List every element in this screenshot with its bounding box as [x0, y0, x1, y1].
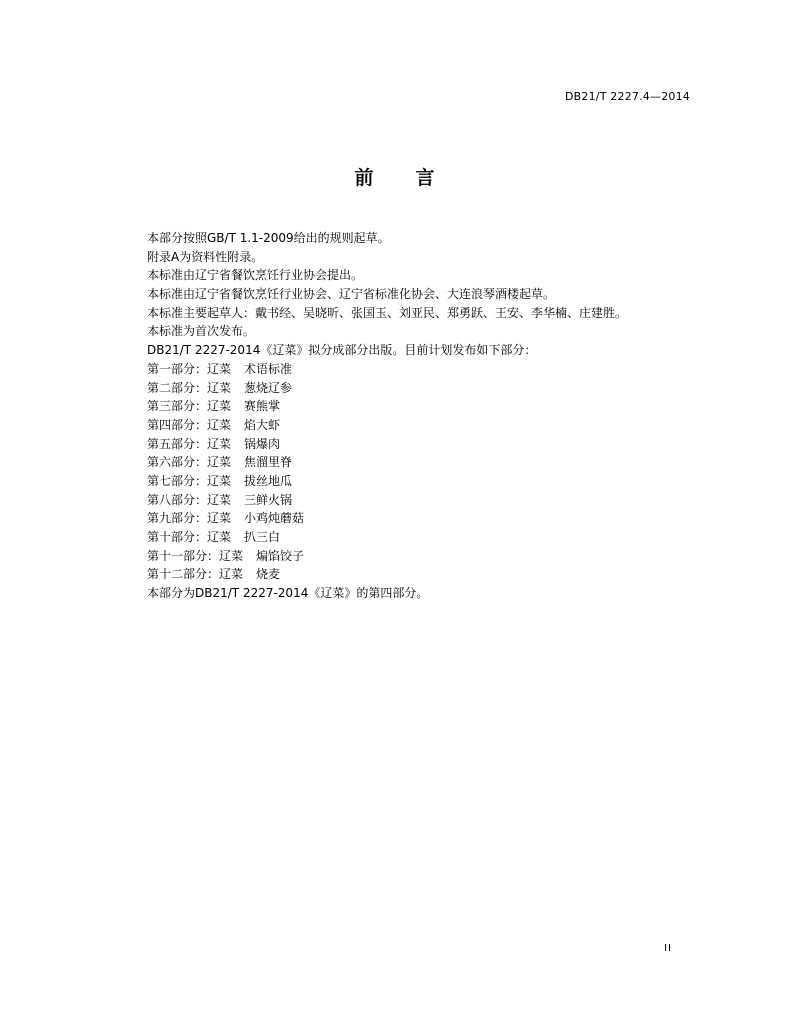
list-item: 第五部分：辽菜 锅爆肉 [147, 436, 281, 451]
list-item: 第六部分：辽菜 焦溜里脊 [147, 455, 293, 470]
title-char-left: 前 [354, 167, 376, 189]
page-number: II [664, 943, 672, 954]
list-item: 第十部分：辽菜 扒三白 [147, 530, 281, 544]
page-title [0, 163, 791, 190]
paragraph-drafters: 本标准主要起草人：戴书经、吴晓昕、张国玉、刘亚民、郑勇跃、王安、李华楠、庄建胜。 [147, 305, 628, 320]
paragraph-parts-intro: DB21/T 2227-2014《辽菜》拟分成部分出版。目前计划发布如下部分： [147, 343, 537, 358]
list-item: 第三部分：辽菜 赛熊掌 [147, 399, 281, 414]
list-item: 第九部分：辽菜 小鸡炖蘑菇 [147, 511, 305, 526]
paragraph-drafting-units: 本标准由辽宁省餐饮烹饪行业协会、辽宁省标准化协会、大连浪琴酒楼起草。 [147, 287, 556, 302]
list-item: 第十二部分：辽菜 烧麦 [147, 567, 281, 582]
title-char-right: 言 [415, 167, 437, 189]
list-item: 第八部分：辽菜 三鲜火锅 [147, 492, 293, 507]
list-item: 第二部分：辽菜 葱烧辽参 [147, 380, 293, 395]
paragraph-proposer: 本标准由辽宁省餐饮烹饪行业协会提出。 [147, 268, 364, 283]
list-item: 第四部分：辽菜 焰大虾 [147, 417, 281, 432]
paragraph-drafting-rules: 本部分按照GB/T 1.1-2009给出的规则起草。 [147, 231, 390, 245]
paragraph-appendix: 附录A为资料性附录。 [147, 249, 264, 264]
paragraph-first-release: 本标准为首次发布。 [147, 324, 256, 339]
list-item: 第一部分：辽菜 术语标准 [147, 361, 293, 376]
foreword-body [147, 229, 707, 603]
list-item: 第十一部分：辽菜 煸馅饺子 [147, 548, 305, 563]
document-code: DB21/T 2227.4—2014 [564, 90, 690, 103]
paragraph-closing: 本部分为DB21/T 2227-2014《辽菜》的第四部分。 [147, 586, 429, 601]
list-item: 第七部分：辽菜 拔丝地瓜 [147, 473, 293, 488]
